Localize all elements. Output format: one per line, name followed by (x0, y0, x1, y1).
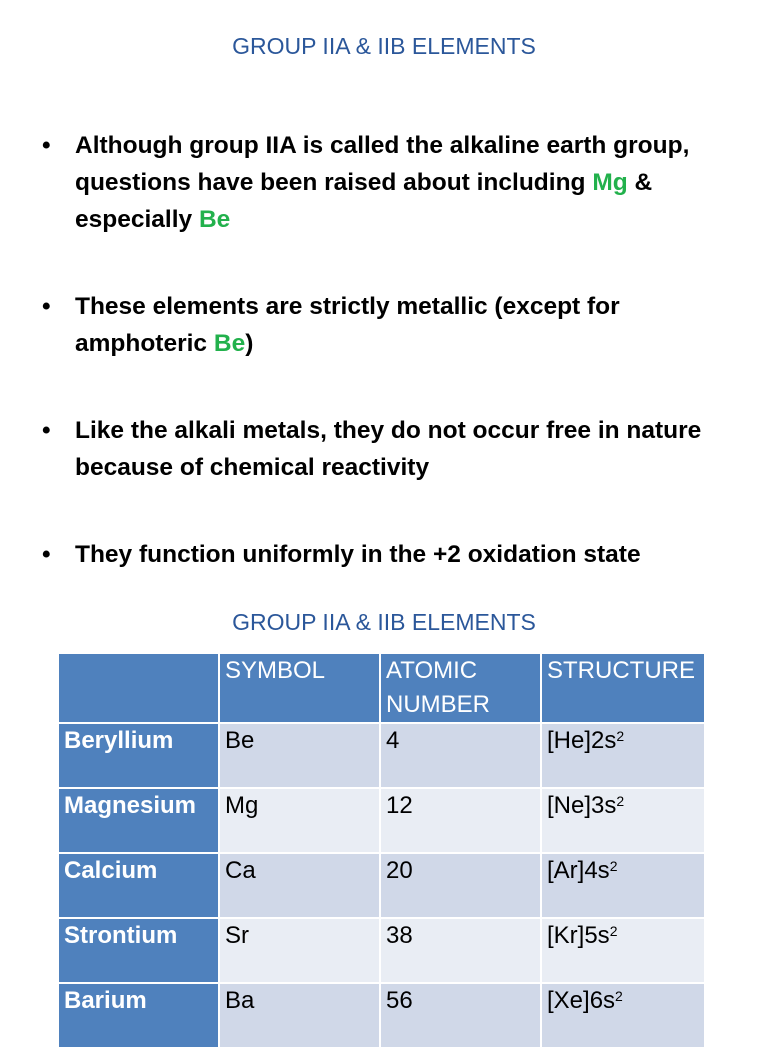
element-structure (541, 853, 705, 918)
structure-text: [He]2s (547, 727, 617, 754)
slide-title: GROUP IIA & IIB ELEMENTS (232, 33, 536, 59)
structure-superscript: 2 (616, 793, 625, 809)
table-title: GROUP IIA & IIB ELEMENTS (232, 609, 536, 635)
element-structure (541, 983, 705, 1048)
element-symbol: Mg (219, 788, 380, 853)
element-name: Barium (58, 983, 219, 1048)
bullet-text: Like the alkali metals, they do not occur free in nature because of chemical reactivity (75, 417, 702, 481)
element-name: Magnesium (58, 788, 219, 853)
structure-superscript: 2 (609, 923, 618, 939)
element-name: Strontium (58, 918, 219, 983)
structure-superscript: 2 (609, 858, 618, 874)
bullet-text-part: Although group IIA is called the alkaline earth group, questions have been raised about including (75, 132, 690, 196)
table-header-row (58, 653, 705, 723)
element-name: Calcium (58, 853, 219, 918)
structure-text: [Xe]6s (547, 987, 616, 1014)
structure-superscript: 2 (616, 728, 625, 744)
table-row (58, 788, 705, 853)
table-row (58, 723, 705, 788)
structure-text: [Ar]4s (547, 857, 610, 884)
element-structure (541, 918, 705, 983)
elements-table (57, 652, 706, 1049)
structure-superscript: 2 (615, 988, 623, 1004)
bullet-dot: • (42, 293, 51, 320)
element-symbol: Ca (219, 853, 380, 918)
table-row (58, 983, 705, 1048)
bullet-text-part: These elements are strictly metallic (except for amphoteric (75, 293, 620, 357)
header-cell-name (58, 653, 219, 723)
element-structure (541, 723, 705, 788)
element-atomic-number: 20 (380, 853, 541, 918)
element-atomic-number: 56 (380, 983, 541, 1048)
table-row (58, 853, 705, 918)
element-symbol: Be (219, 723, 380, 788)
element-atomic-number: 12 (380, 788, 541, 853)
element-atomic-number: 4 (380, 723, 541, 788)
bullet-dot: • (42, 541, 51, 568)
highlight-be: Be (213, 330, 246, 357)
header-cell-structure: STRUCTURE (541, 653, 705, 723)
structure-text: [Ne]3s (547, 792, 617, 819)
element-symbol: Ba (219, 983, 380, 1048)
table-row (58, 918, 705, 983)
bullet-text: They function uniformly in the +2 oxidation state (75, 541, 641, 568)
element-structure (541, 788, 705, 853)
bullet-text-part: & especially (75, 169, 653, 233)
element-atomic-number: 38 (380, 918, 541, 983)
header-cell-symbol: SYMBOL (219, 653, 380, 723)
element-name: Beryllium (58, 723, 219, 788)
bullet-dot: • (42, 132, 51, 159)
structure-text: [Kr]5s (547, 922, 610, 949)
header-cell-atomic-number: ATOMIC NUMBER (380, 653, 541, 723)
bullet-text (75, 127, 735, 238)
bullet-text (75, 288, 735, 362)
highlight-be: Be (198, 206, 231, 233)
bullet-dot: • (42, 417, 51, 444)
highlight-mg: Mg (592, 169, 628, 196)
bullet-text-part: ) (245, 330, 254, 357)
element-symbol: Sr (219, 918, 380, 983)
